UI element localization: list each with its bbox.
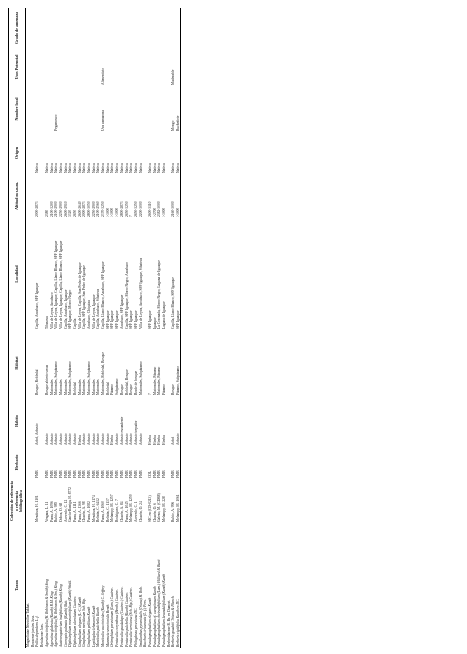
cell-habit: Arbusto — [54, 433, 59, 445]
species-table — [8, 8, 181, 648]
cell-origin: Nativa — [63, 163, 68, 173]
cell-habitat: Páramo — [162, 384, 167, 395]
cell-altitude: 2800-3050 — [87, 201, 92, 217]
cell-herbarium: FMB — [82, 470, 87, 478]
cell-herbarium: FMB — [115, 470, 120, 478]
cell-habitat: Matorrales — [91, 379, 96, 395]
cell-habit: Arbusto — [101, 433, 106, 445]
cell-herbarium: FMB — [129, 470, 134, 478]
cell-altitude: 2600-2910 — [63, 201, 68, 217]
cell-taxon: Pollia dependens L. f. — [35, 615, 40, 647]
cell-locality: SFF Iguaque — [176, 310, 181, 329]
cell-taxon: Oritrophium peruvianum (Lam.) Cuatrec. — [110, 587, 115, 647]
cell-taxon: Coreopsis palmata (Kunth) Nutt. — [63, 599, 68, 647]
cell-herbarium: FMB — [101, 470, 106, 478]
cell-altitude: 2250-2900 — [58, 201, 63, 217]
column-header-habitat: Hábitat — [13, 356, 19, 370]
cell-reference: Beltrán, C. 1137 — [105, 498, 110, 522]
cell-origin: Nativa — [82, 163, 87, 173]
cell-altitude: 2370-3250 — [101, 201, 106, 217]
cell-herbarium: FMB — [54, 470, 59, 478]
cell-altitude: 2000-2873 — [35, 201, 40, 217]
cell-reference: Mendoza, H. 1101 — [35, 495, 40, 522]
cell-origin: Nativa — [44, 163, 49, 173]
cell-locality: Capilla, Arcabuco, Iguaque — [63, 289, 68, 329]
cell-origin: Nativa — [162, 163, 167, 173]
cell-altitude: >3000 — [105, 207, 110, 217]
cell-habitat: Bosque — [171, 384, 176, 395]
cell-taxon: Pentacalia corymbosa (Benth.) Cuatrec. — [115, 588, 120, 647]
cell-reference: Parra, A. 1060 — [101, 501, 106, 522]
cell-herbarium: FMB — [110, 470, 115, 478]
cell-taxon: Gnaphalium elegans (L.-C.) Kunth — [77, 596, 82, 647]
cell-locality: Laguna de Iguaque — [162, 301, 167, 329]
cell-herbarium: FMB — [44, 470, 49, 478]
cell-habit: Arbusto — [72, 433, 77, 445]
table-body — [25, 8, 181, 648]
cell-locality: Villa de Leyva, Iguaque — [91, 294, 96, 329]
cell-origin: Nativa — [96, 163, 101, 173]
cell-habitat: ? — [147, 393, 152, 395]
cell-origin: Nativa — [58, 163, 63, 173]
cell-habit: Arbusto — [87, 433, 92, 445]
cell-habitat: Matorrales — [96, 379, 101, 395]
cell-habit: Arbusto — [115, 433, 120, 445]
cell-locality: Villa de Leyva, Iguaque, Capilla, Llano Blanco, SFF Iguaque — [58, 240, 63, 329]
cell-herbarium: FMB — [133, 470, 138, 478]
column-header-habit: Hábito — [13, 415, 19, 427]
cell-herbarium: FMB — [119, 470, 124, 478]
column-header-locality: Localidad — [13, 265, 19, 283]
cell-uses: Maderable — [171, 69, 176, 85]
cell-taxon: Boraceae jussieu Juss. — [30, 614, 35, 647]
cell-origin: Nativa — [68, 163, 73, 173]
cell-taxon: Berberidaceae R. Br. ex Dumort. — [166, 599, 171, 647]
cell-reference: Galeno, M. (CDB8) — [157, 493, 162, 522]
cell-taxon: Pseudognaphalium elegans Kunth — [147, 597, 152, 647]
cell-herbarium: FMB — [49, 470, 54, 478]
cell-herbarium: FMB — [176, 470, 181, 478]
cell-taxon: Betulaceae Juss. — [40, 623, 45, 647]
cell-origin: Nativa — [129, 163, 134, 173]
cell-habitat: Matorrales, Páramo — [157, 366, 162, 395]
cell-taxon: Monticalia vaccinioides (Kunth) C. Jeffrey — [101, 585, 106, 647]
cell-habit: Hierba — [147, 435, 152, 445]
cell-locality: Capilla, SFF Iguaque, Morro Negro, Arcabuco — [124, 261, 129, 329]
cell-habit: Árbol — [171, 436, 176, 445]
cell-herbarium: FMB — [152, 470, 157, 478]
cell-taxon: Baccharis tricuneata (L. f.) Pers. — [143, 599, 148, 647]
cell-habitat: Bosque, Robledal — [35, 369, 40, 395]
cell-habitat: Robledal — [105, 382, 110, 395]
cell-herbarium: FMB — [171, 470, 176, 478]
cell-habit: Arbusto — [124, 433, 129, 445]
cell-reference: Melampy, M. 1257 — [110, 494, 115, 522]
cell-reference: Melampy, M. 228 — [162, 496, 167, 522]
cell-altitude: >3000 — [115, 207, 120, 217]
cell-habitat: Matorrales, Subpáramo — [54, 361, 59, 395]
cell-habit: Arbusto — [91, 433, 96, 445]
cell-locality: SFF Iguaque — [115, 310, 120, 329]
cell-altitude: 2100-3200 — [49, 201, 54, 217]
cell-local-name: Rucheñote — [176, 115, 181, 131]
cell-taxon: Austroeupatorium inulifolium (Kunth) King — [58, 584, 63, 647]
cell-locality: Tibasosa — [44, 316, 49, 329]
cell-habitat: Matorrales — [63, 379, 68, 395]
cell-threat — [176, 8, 181, 48]
cell-habit: Hierba — [157, 435, 162, 445]
cell-local-name: Pegamosco — [54, 114, 59, 131]
cell-origin: Nativa — [105, 163, 110, 173]
cell-habit: Arbusto — [96, 433, 101, 445]
cell-taxon: Philoglossa peruviana DC. — [133, 607, 138, 647]
cell-habitat: Robledal — [72, 382, 77, 395]
column-header-herbarium: Herbario — [13, 454, 19, 471]
cell-habitat: Matorrales — [82, 379, 87, 395]
cell-habit: Arbusto — [49, 433, 54, 445]
cell-habitat: Matorrales, Robledal, Bosque — [101, 352, 106, 395]
cell-altitude: 2382-3000 — [157, 201, 162, 217]
column-header-uses: Usos Potencial — [13, 54, 19, 80]
cell-taxon: Gnaphalium pellitum Kunth — [87, 606, 92, 647]
column-header-threat: Grado de amenaza — [13, 11, 19, 45]
cell-habit: Arbusto — [176, 433, 181, 445]
cell-taxon: Pseudognaphalium cheiranthifolium (Lam.) Hilliard & Burtt — [157, 559, 162, 647]
cell-reference: Ochoa, O. 68 — [58, 502, 63, 522]
cell-reference: Chacón, O. 24 — [138, 501, 143, 522]
cell-habitat: Robledal, Bosque — [124, 369, 129, 395]
cell-origin: Nativa — [101, 163, 106, 173]
rotated-table-wrapper — [8, 8, 463, 648]
cell-reference: Melampy, M. 1061 — [176, 494, 181, 522]
cell-origin: Nativa — [119, 163, 124, 173]
cell-habit: Hierba — [110, 435, 115, 445]
cell-reference: Parra, A. 1111 — [72, 501, 77, 522]
cell-locality: Villa de Leyva, Arcabuco, SFF Iguaque, Sibateca — [138, 258, 143, 329]
cell-altitude: 2650 — [72, 209, 77, 217]
cell-habit: Hierba — [162, 435, 167, 445]
cell-habitat: Matorrales — [58, 379, 63, 395]
cell-origin: Nativa — [87, 163, 92, 173]
cell-origin: Nativa — [176, 163, 181, 173]
cell-altitude: 2600-2640 — [77, 201, 82, 217]
cell-altitude: >3000 — [176, 207, 181, 217]
cell-reference: Parra, A. 1045 — [124, 501, 129, 522]
cell-altitude: 2380 — [44, 209, 49, 217]
cell-habitat: Bosque — [119, 384, 124, 395]
cell-reference: Parra, A. 1082 — [87, 501, 92, 522]
cell-herbarium: FMB — [35, 470, 40, 478]
cell-taxon: Magnoliatae Nectrilier Takhat. — [26, 602, 31, 647]
cell-origin: Nativa — [171, 163, 176, 173]
cell-habitat: Páramo — [110, 384, 115, 395]
cell-herbarium: COL — [147, 470, 152, 478]
cell-taxon: Gnaphalium meridanum Sch. Bip. — [82, 597, 87, 647]
cell-taxon: Diplostephium rosmarinifolium (Kunth) Wedd. — [68, 579, 73, 647]
cell-altitude: >3000 — [162, 207, 167, 217]
cell-herbarium: FMB — [91, 470, 96, 478]
cell-locality: Villa de Leyva, Iguaque, Capilla, Llano Blanco, SFF Iguaque — [54, 240, 59, 329]
cell-taxon: Smallanthus pyramidalis (Triana) H. Rob. — [138, 586, 143, 647]
cell-altitude: 2000-2873 — [82, 201, 87, 217]
table-header — [9, 8, 26, 648]
cell-locality: Capilla, Llano Blanco, SFF Iguaque — [171, 277, 176, 329]
cell-habit: Arbusto — [138, 433, 143, 445]
cell-reference: Acevedo, C. 1 — [133, 501, 138, 522]
cell-origin: Nativa — [35, 163, 40, 173]
cell-taxon: Ageratina tinifolia (H. Robinson & Smith) king — [44, 579, 49, 647]
cell-reference: Rubio, A. 996 — [171, 501, 176, 522]
cell-origin: Nativa — [115, 163, 120, 173]
cell-reference: Acevedo, C. 12 — [63, 499, 68, 522]
cell-habitat: Bosque — [129, 384, 134, 395]
cell-reference: Chacón, A. 84 — [119, 501, 124, 522]
cell-altitude: >2700 — [152, 207, 157, 217]
cell-origin: Nativa — [133, 163, 138, 173]
cell-habit: Arbusto — [129, 433, 134, 445]
cell-taxon: Ageratina glabrata (Kunth) R.M. King — [49, 591, 54, 647]
cell-reference: Parra, A. 1366 — [77, 501, 82, 522]
cell-locality: Arcabuco, SFF Iguaque — [119, 294, 124, 329]
cell-locality: Capilla, SFF Iguaque, San Pedro de Iguaque — [82, 265, 87, 329]
cell-taxon: Pseudognaphalium cf. caespitosum Kunth — [152, 586, 157, 647]
cell-altitude: 2650-3250 — [124, 201, 129, 217]
cell-origin: Nativa — [157, 163, 162, 173]
cell-origin: Nativa — [110, 163, 115, 173]
cell-locality: SFF Iguaque — [105, 310, 110, 329]
cell-locality: Villa de Leyva, Arcabuco — [49, 292, 54, 329]
cell-reference: SIC en (CD-0213) — [147, 495, 152, 522]
cell-habit: Arbusto — [68, 433, 73, 445]
cell-locality: Capilla, Arcabuco, Sibateca — [96, 289, 101, 329]
cell-habitat: Subpáramo — [115, 378, 120, 395]
cell-habit: Arbusto — [44, 433, 49, 445]
cell-locality: Capilla — [72, 318, 77, 329]
cell-reference: Chacón, O. 6 — [152, 503, 157, 522]
cell-altitude: >3000 — [110, 207, 115, 217]
cell-altitude: 2250-2900 — [91, 201, 96, 217]
cell-taxon: Monticalia pulchella Kunth — [96, 607, 101, 647]
table-row — [176, 8, 181, 648]
cell-locality: SFF Iguaque, Morro Negro — [68, 289, 73, 329]
cell-taxon: Pentacalia pulchella (Kunth) Cuatrec. — [124, 591, 129, 647]
cell-habitat: Páramo, Subpáramo — [176, 365, 181, 395]
cell-herbarium: FMB — [87, 470, 92, 478]
cell-habit: Arbusto — [105, 433, 110, 445]
cell-herbarium: FMB — [63, 470, 68, 478]
cell-herbarium: FMB — [124, 470, 129, 478]
cell-altitude: ? — [129, 215, 134, 217]
cell-herbarium: FMB — [157, 470, 162, 478]
cell-herbarium: FMB — [138, 470, 143, 478]
cell-taxon: Berberis goudotii Triana & Planch. — [171, 595, 176, 647]
cell-locality: Villa de Leyva, Capilla, San Pedro de Iguaque — [77, 262, 82, 329]
cell-habitat: Borde de bosque — [133, 370, 138, 395]
cell-origin: Nativa — [138, 163, 143, 173]
cell-altitude: 2100-2560 — [96, 201, 101, 217]
cell-reference: Vergara, L. 11 — [44, 501, 49, 522]
cell-habitat: Matorrales — [77, 379, 82, 395]
cell-habit: Arbusto trepador — [133, 420, 138, 445]
column-header-origin: Origen — [13, 147, 19, 159]
cell-origin: Nativa — [147, 163, 152, 173]
column-header-taxon: Taxon — [13, 580, 19, 591]
cell-taxon: Berberis rigidifolia Kunth ex DC. — [176, 598, 181, 647]
cell-locality: Arcabuco, Chiquiza — [87, 300, 92, 329]
cell-altitude: 2160-3000 — [171, 201, 176, 217]
cell-taxon: Pentacalia vernicosa (Sch. Bip.) Cuatrec. — [129, 587, 134, 647]
cell-origin: Nativa — [72, 163, 77, 173]
cell-taxon: Diplostephium alveolatum Cuatrec. — [72, 595, 77, 647]
cell-uses: Alimenticio — [101, 67, 106, 85]
cell-origin: Nativa — [91, 163, 96, 173]
cell-locality: Iguaque — [152, 317, 157, 329]
cell-locality: La Coronada, Morro Negro, Laguna de Iguaque — [157, 260, 162, 329]
cell-local-name: Uva camarona — [101, 110, 106, 131]
cell-habit: Arbusto — [82, 433, 87, 445]
cell-herbarium: FMB — [162, 470, 167, 478]
cell-taxon: Pseudognaphalium lavandulifolium (Kunth) Kunth — [162, 573, 167, 647]
cell-habitat: Bosque abierto secas — [44, 364, 49, 395]
cell-altitude: 2200-3000 — [138, 201, 143, 217]
cell-altitude: 2650-3250 — [133, 201, 138, 217]
cell-herbarium: FMB — [58, 470, 63, 478]
cell-reference: Rodríguez, C. 7 — [115, 499, 120, 522]
cell-locality: SFF Iguaque — [147, 310, 152, 329]
cell-taxon: Ageratina tinifolia (H. Robinson & Sm.) King — [54, 581, 59, 647]
cell-local-name: Mongo — [171, 120, 176, 131]
cell-reference: García-Barriga, H. 8772 — [68, 487, 73, 522]
cell-herbarium: FMB — [72, 470, 77, 478]
cell-reference: Parra, A. 1096 — [49, 501, 54, 522]
cell-origin: Nativa — [124, 163, 129, 173]
cell-habit: Arbusto — [58, 433, 63, 445]
cell-altitude: 3320 — [68, 209, 73, 217]
cell-habit: Árbol, Arbusto — [35, 423, 40, 445]
cell-habitat: Matorrales — [49, 379, 54, 395]
cell-origin: Nativa — [152, 163, 157, 173]
cell-locality: SFF Iguaque — [129, 310, 134, 329]
cell-altitude: 2800-2873 — [119, 201, 124, 217]
cell-reference: Melampy, M. 1259 — [129, 494, 134, 522]
cell-origin: Nativa — [77, 163, 82, 173]
cell-locality: SFF Iguaque — [133, 310, 138, 329]
cell-locality: Capilla, Arcabuco, SFF Iguaque — [35, 282, 40, 329]
cell-habit: Hierba — [77, 435, 82, 445]
cell-uses — [176, 48, 181, 86]
cell-reference: Beltrán, C. 6412 — [96, 498, 101, 522]
cell-taxon: Lepidaploa lehmannii Kunth — [91, 605, 96, 647]
cell-habit: Arbusto escandente — [119, 416, 124, 445]
cell-origin: Nativa — [54, 163, 59, 173]
cell-reference: Mendoza, H. 1174 — [91, 495, 96, 522]
cell-habitat: Matorrales, Subpáramo — [68, 361, 73, 395]
cell-habitat: Matorrales, Páramo — [152, 366, 157, 395]
cell-altitude: 2600-3110 — [147, 201, 152, 217]
cell-herbarium: FMB — [96, 470, 101, 478]
cell-locality: SFF Iguaque — [110, 310, 115, 329]
cell-origin: Nativa — [49, 163, 54, 173]
column-header-reference: Colección de referencia o referencia bibliográfica — [9, 481, 24, 521]
cell-habit: Hierba — [152, 435, 157, 445]
cell-reference: Rubio, A. 985 — [54, 501, 59, 522]
cell-altitude: 2100-2900 — [54, 201, 59, 217]
cell-habit: Arbusto — [63, 433, 68, 445]
column-header-local-name: Nombre local — [13, 97, 19, 121]
cell-locality: Capilla, Llano Blanco, Arcabuco, SFF Iguaque — [101, 261, 106, 329]
cell-habitat: Matorrales, Subpáramo — [87, 361, 92, 395]
cell-taxon: Munnozia senecionidis Benth. — [105, 603, 110, 647]
column-header-altitude: Altitud m s.n.m. — [13, 182, 19, 210]
cell-herbarium: FMB — [105, 470, 110, 478]
cell-habitat: Matorrales, Subpáramo — [138, 361, 143, 395]
cell-taxon: Pentacalia guadalupe (Cuatrec.) Cuatrec. — [119, 586, 124, 647]
cell-reference: Chacón, A. 98 — [82, 501, 87, 522]
cell-herbarium: FMB — [77, 470, 82, 478]
cell-herbarium: FMB — [68, 470, 73, 478]
